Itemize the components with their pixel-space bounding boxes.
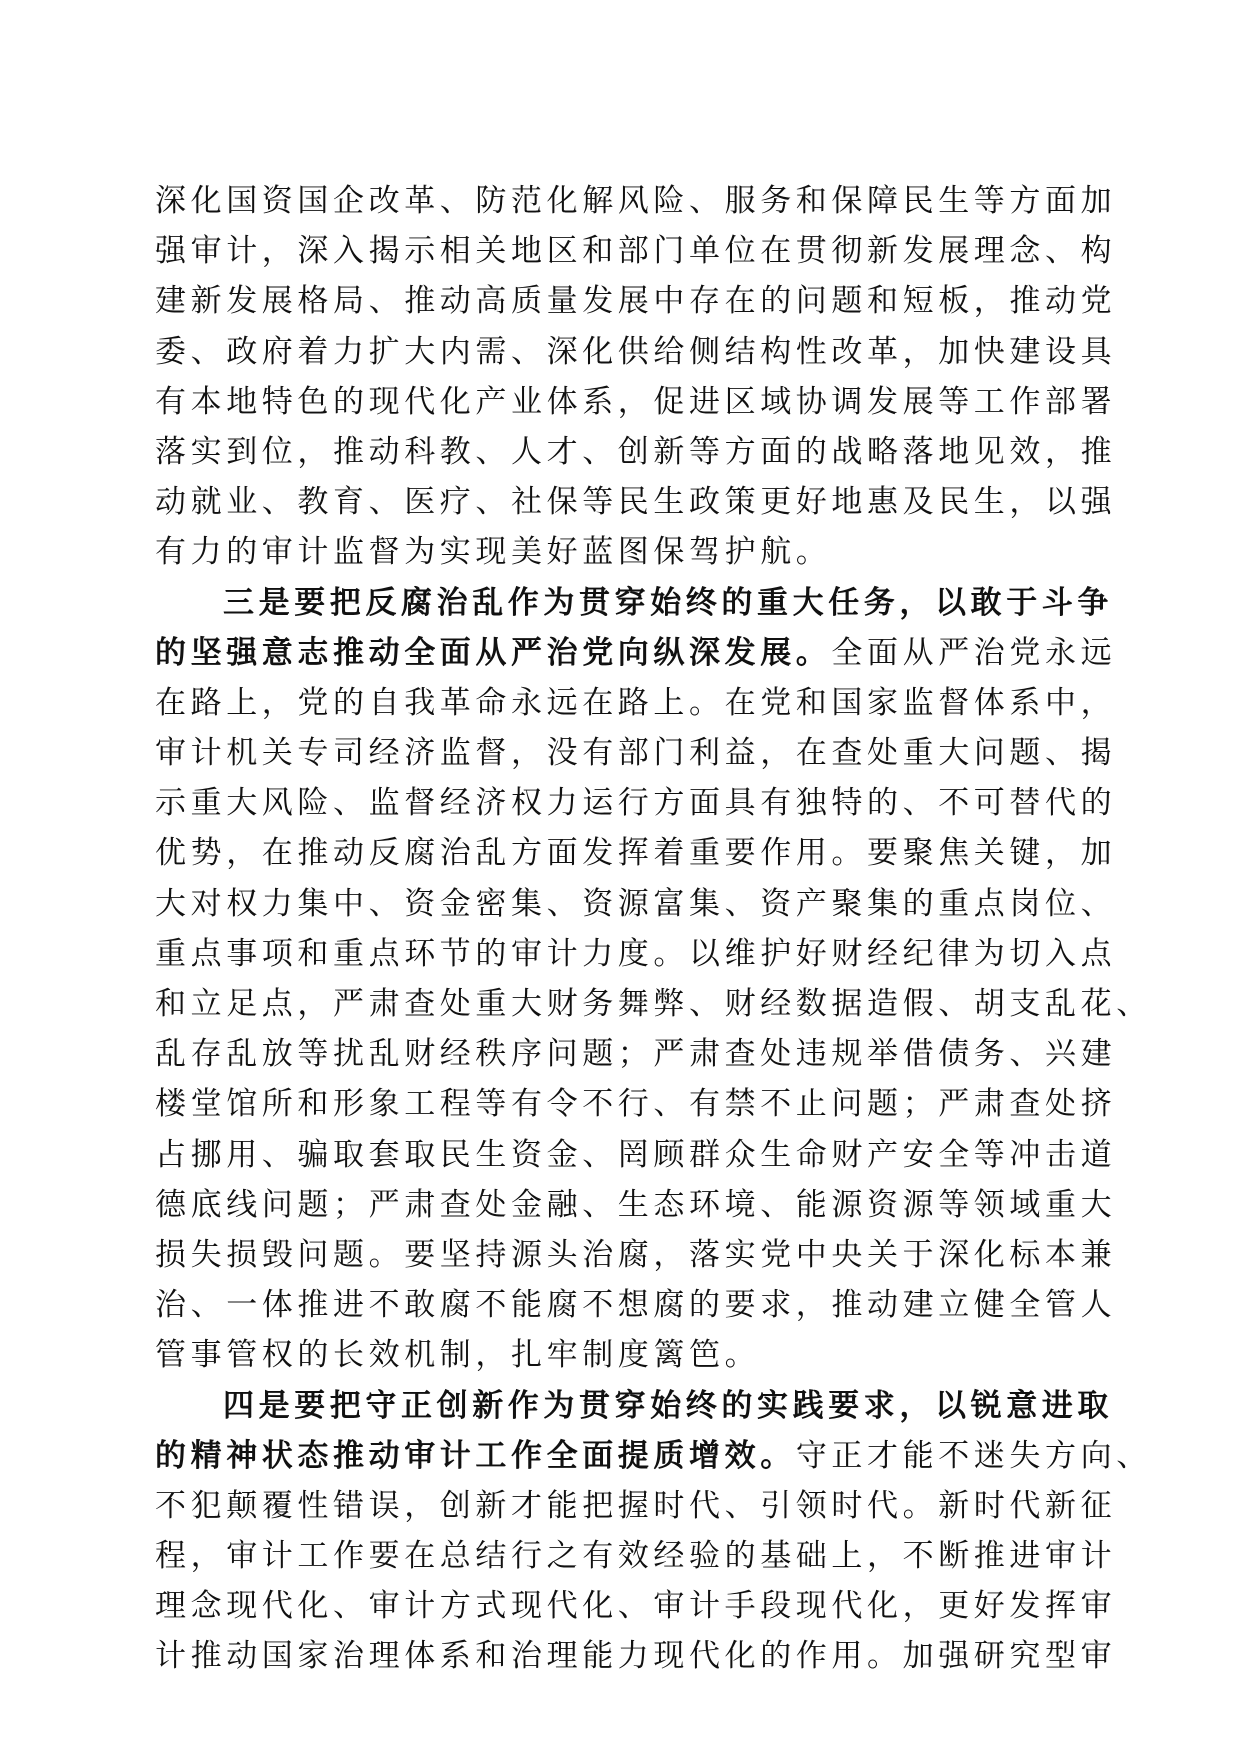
text-line: 理念现代化、审计方式现代化、审计手段现代化，更好发挥审 [155, 1588, 1117, 1625]
text-line: 德底线问题；严肃查处金融、生态环境、能源资源等领域重大 [155, 1186, 1117, 1223]
paragraph-3 [155, 1381, 1152, 1682]
text-line: 和立足点，严肃查处重大财务舞弊、财经数据造假、胡支乱花、 [155, 986, 1152, 1022]
text-line: 深化国资国企改革、防范化解风险、服务和保障民生等方面加 [155, 183, 1117, 219]
text-line: 有本地特色的现代化产业体系，促进区域协调发展等工作部署 [155, 383, 1117, 420]
text-line: 示重大风险、监督经济权力运行方面具有独特的、不可替代的 [155, 785, 1117, 822]
text-line: 治、一体推进不敢腐不能腐不想腐的要求，推动建立健全管人 [155, 1287, 1117, 1324]
text-line: 动就业、教育、医疗、社保等民生政策更好地惠及民生，以强 [155, 484, 1117, 521]
text-line: 管事管权的长效机制，扎牢制度篱笆。 [155, 1337, 761, 1374]
text-line: 委、政府着力扩大内需、深化供给侧结构性改革，加快建设具 [155, 333, 1117, 370]
paragraph-heading: 四是要把守正创新作为贯穿始终的实践要求，以锐意进取 [223, 1387, 1113, 1424]
text-line: 楼堂馆所和形象工程等有令不行、有禁不止问题；严肃查处挤 [155, 1086, 1117, 1123]
text-line: 落实到位，推动科教、人才、创新等方面的战略落地见效，推 [155, 433, 1117, 470]
text-line: 重点事项和重点环节的审计力度。以维护好财经纪律为切入点 [155, 935, 1117, 972]
paragraph-1 [155, 176, 1117, 578]
text-line: 程，审计工作要在总结行之有效经验的基础上，不断推进审计 [155, 1538, 1117, 1575]
text-line: 优势，在推动反腐治乱方面发挥着重要作用。要聚焦关键，加 [155, 835, 1117, 872]
paragraph-heading-continued: 的精神状态推动审计工作全面提质增效。 [155, 1437, 796, 1474]
text-line: 强审计，深入揭示相关地区和部门单位在贯彻新发展理念、构 [155, 233, 1117, 270]
text-segment: 守正才能不迷失方向、 [795, 1437, 1152, 1474]
text-line: 不犯颠覆性错误，创新才能把握时代、引领时代。新时代新征 [155, 1487, 1117, 1524]
document-page [155, 176, 1152, 1682]
text-line: 审计机关专司经济监督，没有部门利益，在查处重大问题、揭 [155, 735, 1117, 772]
text-line [155, 628, 1117, 678]
text-line: 损失损毁问题。要坚持源头治腐，落实党中央关于深化标本兼 [155, 1236, 1117, 1273]
text-line: 有力的审计监督为实现美好蓝图保驾护航。 [155, 534, 832, 571]
paragraph-heading-continued: 的坚强意志推动全面从严治党向纵深发展。 [155, 634, 832, 671]
text-line [155, 1431, 1152, 1481]
text-line: 乱存乱放等扰乱财经秩序问题；严肃查处违规举借债务、兴建 [155, 1036, 1117, 1073]
text-line: 占挪用、骗取套取民生资金、罔顾群众生命财产安全等冲击道 [155, 1136, 1117, 1173]
paragraph-2 [155, 578, 1152, 1381]
text-line: 大对权力集中、资金密集、资源富集、资产聚集的重点岗位、 [155, 885, 1117, 922]
text-line: 建新发展格局、推动高质量发展中存在的问题和短板，推动党 [155, 283, 1117, 320]
text-line: 计推动国家治理体系和治理能力现代化的作用。加强研究型审 [155, 1638, 1117, 1675]
paragraph-heading: 三是要把反腐治乱作为贯穿始终的重大任务，以敢于斗争 [223, 584, 1113, 621]
text-line: 在路上，党的自我革命永远在路上。在党和国家监督体系中， [155, 684, 1117, 721]
text-segment: 全面从严治党永远 [831, 634, 1117, 671]
